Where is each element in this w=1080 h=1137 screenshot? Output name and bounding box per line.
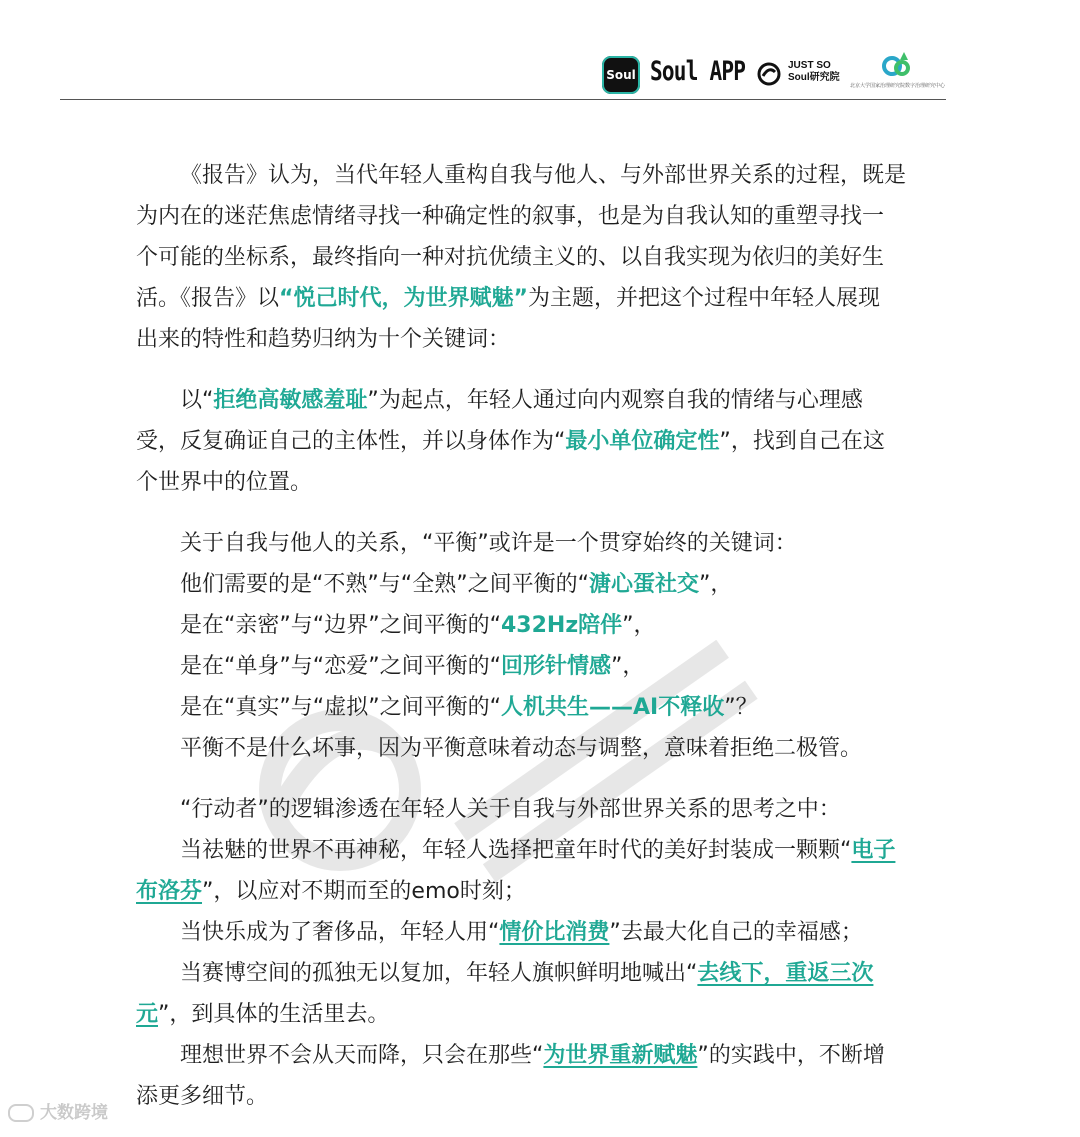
header-divider	[60, 99, 946, 100]
text-segment: ”，找到自己在这	[719, 429, 885, 454]
just-so-logo-icon	[757, 62, 781, 86]
text-line	[136, 380, 948, 421]
keyword-highlight: 拒绝高敏感羞耻	[213, 388, 368, 413]
watermark-icon	[8, 1104, 34, 1122]
text-segment: 活。《报告》以	[136, 286, 280, 311]
text-segment: 为主题，并把这个过程中年轻人展现	[527, 286, 880, 311]
text-segment: 个可能的坐标系，最终指向一种对抗优绩主义的、以自我实现为依归的美好生	[136, 245, 885, 270]
text-line	[136, 871, 948, 912]
partner-line-1: JUST SO	[788, 60, 831, 71]
keyword-highlight: “悦己时代，为世界赋魅”	[279, 286, 528, 311]
text-line	[136, 994, 948, 1035]
text-segment: 以“	[180, 388, 214, 413]
text-segment: 是在“真实”与“虚拟”之间平衡的“	[180, 695, 501, 720]
keyword-highlight: 溏心蛋社交	[589, 572, 700, 597]
partner-logo-text	[788, 60, 840, 84]
keyword-link: 情价比消费	[499, 920, 610, 945]
text-line	[136, 155, 948, 196]
keyword-link: 去线下，重返三次	[697, 961, 874, 986]
text-segment: 是在“单身”与“恋爱”之间平衡的“	[180, 654, 501, 679]
paragraph	[136, 155, 948, 360]
text-segment: 当赛博空间的孤独无以复加，年轻人旗帜鲜明地喊出“	[180, 961, 698, 986]
text-line	[136, 912, 948, 953]
text-segment: 出来的特性和趋势归纳为十个关键词：	[136, 327, 511, 352]
text-line	[136, 728, 948, 769]
report-body	[136, 155, 948, 1117]
text-line	[136, 523, 948, 564]
paragraph-gap	[136, 503, 948, 523]
text-line	[136, 953, 948, 994]
text-segment: 个世界中的位置。	[136, 470, 313, 495]
brand-name: Soul APP	[650, 56, 746, 87]
report-header	[60, 40, 946, 100]
keyword-link: 电子	[851, 838, 896, 863]
text-segment: 是在“亲密”与“边界”之间平衡的“	[180, 613, 501, 638]
watermark-text: 大数跨境	[40, 1103, 108, 1123]
partner-caption: 北京大学国家治理研究院数字治理研究中心	[850, 83, 946, 89]
keyword-link: 布洛芬	[136, 879, 203, 904]
text-line	[136, 789, 948, 830]
text-line	[136, 196, 948, 237]
paragraph	[136, 523, 948, 769]
text-segment: 添更多细节。	[136, 1084, 269, 1109]
text-segment: ”去最大化自己的幸福感；	[609, 920, 863, 945]
text-line	[136, 278, 948, 319]
partner-line-2: Soul研究院	[788, 72, 840, 83]
text-segment: 受，反复确证自己的主体性，并以身体作为“	[136, 429, 566, 454]
watermark	[8, 1098, 108, 1123]
text-segment: “行动者”的逻辑渗透在年轻人关于自我与外部世界关系的思考之中：	[180, 797, 841, 822]
text-line	[136, 1035, 948, 1076]
text-segment: ”，	[699, 572, 733, 597]
text-segment: 关于自我与他人的关系，“平衡”或许是一个贯穿始终的关键词：	[180, 531, 797, 556]
paragraph-gap	[136, 360, 948, 380]
text-line	[136, 237, 948, 278]
soul-logo-icon	[602, 56, 640, 94]
partner-emblem-icon	[880, 50, 914, 80]
text-segment: 他们需要的是“不熟”与“全熟”之间平衡的“	[180, 572, 589, 597]
text-line	[136, 1076, 948, 1117]
text-segment: ”，到具体的生活里去。	[158, 1002, 390, 1027]
text-line	[136, 646, 948, 687]
text-segment: 《报告》认为，当代年轻人重构自我与他人、与外部世界关系的过程，既是	[180, 163, 907, 188]
text-line	[136, 462, 948, 503]
text-segment: ”为起点，年轻人通过向内观察自我的情绪与心理感	[367, 388, 863, 413]
paragraph-gap	[136, 769, 948, 789]
text-segment: 为内在的迷茫焦虑情绪寻找一种确定性的叙事，也是为自我认知的重塑寻找一	[136, 204, 885, 229]
paragraph	[136, 789, 948, 1117]
text-line	[136, 687, 948, 728]
text-segment: ”，	[622, 613, 656, 638]
keyword-link: 为世界重新赋魅	[543, 1043, 698, 1068]
text-line	[136, 830, 948, 871]
paragraph	[136, 380, 948, 503]
text-line	[136, 319, 948, 360]
text-segment: ”？	[724, 695, 758, 720]
text-line	[136, 421, 948, 462]
text-line	[136, 564, 948, 605]
text-segment: 平衡不是什么坏事，因为平衡意味着动态与调整，意味着拒绝二极管。	[180, 736, 863, 761]
keyword-highlight: 人机共生——AI不释收	[501, 695, 725, 720]
soul-logo-text: Soul	[606, 68, 636, 82]
keyword-link: 元	[136, 1002, 159, 1027]
text-segment: 当祛魅的世界不再神秘，年轻人选择把童年时代的美好封装成一颗颗“	[180, 838, 852, 863]
text-line	[136, 605, 948, 646]
text-segment: ”，以应对不期而至的emo时刻；	[202, 879, 526, 904]
keyword-highlight: 最小单位确定性	[565, 429, 720, 454]
text-segment: 理想世界不会从天而降，只会在那些“	[180, 1043, 544, 1068]
text-segment: ”的实践中，不断增	[697, 1043, 885, 1068]
text-segment: ”，	[611, 654, 645, 679]
text-segment: 当快乐成为了奢侈品，年轻人用“	[180, 920, 500, 945]
keyword-highlight: 回形针情感	[501, 654, 612, 679]
keyword-highlight: 432Hz陪伴	[501, 613, 623, 638]
